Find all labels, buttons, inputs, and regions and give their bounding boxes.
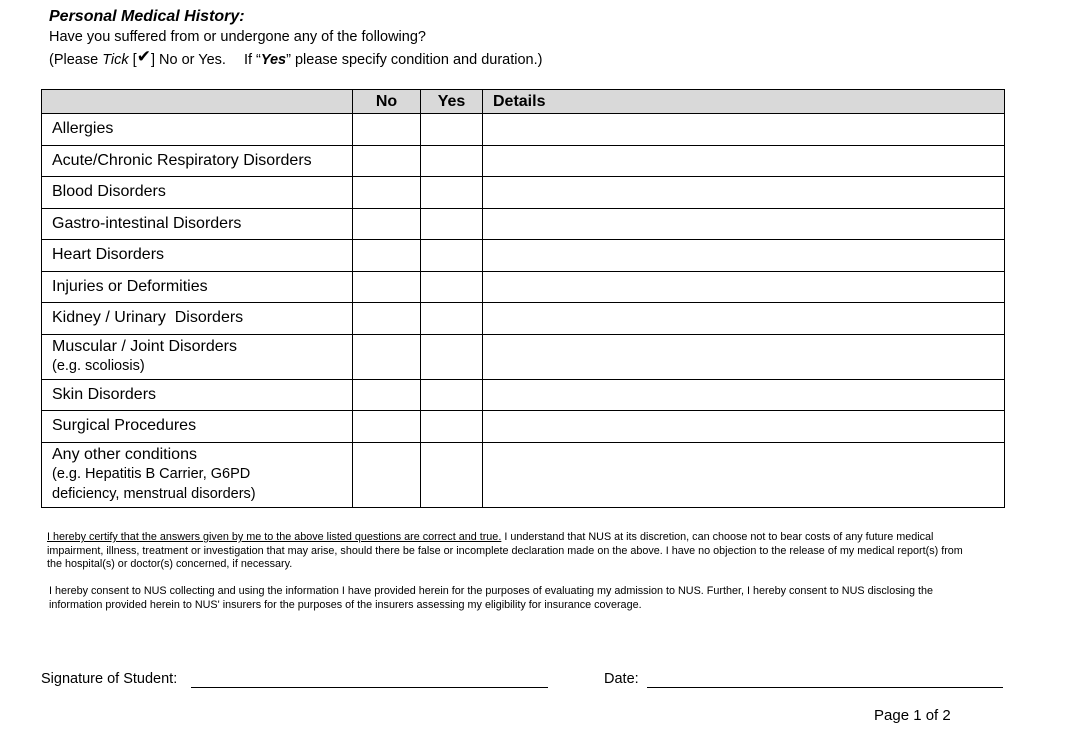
declaration-rest: I understand that NUS at its discretion, can choose not to bear costs of any future medical impairment, illness, treatment or investigation that may arise, should there be false or incomplete declaration made on the above. I have no objection to the release of my medical report(s) from the hospital(s) or doctor(s) concerned, if necessary. [47, 531, 963, 571]
consent-text: I hereby consent to NUS collecting and using the information I have provided herein for the purposes of evaluating my admission to NUS. Further, I hereby consent to NUS disclosing the information provided herein to NUS' insurers for the purposes of the insurers assessing my eligibility for insurance coverage. [49, 585, 934, 611]
condition-cell [42, 334, 353, 379]
date-field[interactable] [647, 687, 1003, 688]
no-checkbox-cell[interactable] [353, 271, 421, 303]
signature-label: Signature of Student: [41, 671, 178, 687]
table-row [42, 177, 1005, 209]
details-cell[interactable] [483, 114, 1005, 146]
date-label: Date: [604, 671, 639, 687]
yes-checkbox-cell[interactable] [421, 271, 483, 303]
no-checkbox-cell[interactable] [353, 208, 421, 240]
table-row [42, 303, 1005, 335]
condition-label: Heart Disorders [42, 240, 353, 272]
condition-label: Surgical Procedures [42, 411, 353, 443]
table-row [42, 411, 1005, 443]
condition-label: Blood Disorders [42, 177, 353, 209]
header-details: Details [483, 90, 1005, 114]
details-cell[interactable] [483, 334, 1005, 379]
instruction-bracket: [ [128, 52, 137, 68]
signature-field[interactable] [191, 687, 548, 688]
condition-label: Gastro-intestinal Disorders [42, 208, 353, 240]
table-row [42, 271, 1005, 303]
table-row [42, 334, 1005, 379]
tick-icon: ✔ [136, 47, 151, 66]
header-condition [42, 90, 353, 114]
instruction-rest: ” please specify condition and duration.) [286, 52, 543, 68]
condition-label: Any other conditions [52, 446, 197, 463]
table-row [42, 208, 1005, 240]
instruction-tick-word: Tick [102, 52, 129, 68]
no-checkbox-cell[interactable] [353, 379, 421, 411]
yes-checkbox-cell[interactable] [421, 145, 483, 177]
details-cell[interactable] [483, 442, 1005, 507]
table-header-row [42, 90, 1005, 114]
no-checkbox-cell[interactable] [353, 177, 421, 209]
instruction-if: If “ [243, 52, 261, 68]
table-row [42, 442, 1005, 507]
yes-checkbox-cell[interactable] [421, 240, 483, 272]
details-cell[interactable] [483, 379, 1005, 411]
medical-history-table [41, 89, 1005, 508]
question-text: Have you suffered from or undergone any of the following? [49, 29, 426, 45]
declaration-certify: I hereby certify that the answers given by me to the above listed questions are correct and true. [47, 531, 502, 543]
details-cell[interactable] [483, 240, 1005, 272]
yes-checkbox-cell[interactable] [421, 114, 483, 146]
no-checkbox-cell[interactable] [353, 303, 421, 335]
section-title: Personal Medical History: [49, 8, 245, 25]
condition-note: (e.g. scoliosis) [52, 358, 145, 374]
declaration-text [47, 531, 977, 572]
yes-checkbox-cell[interactable] [421, 177, 483, 209]
condition-cell [42, 442, 353, 507]
table-row [42, 240, 1005, 272]
no-checkbox-cell[interactable] [353, 240, 421, 272]
condition-label: Kidney / Urinary Disorders [42, 303, 353, 335]
condition-label: Skin Disorders [42, 379, 353, 411]
table-row [42, 379, 1005, 411]
condition-label: Allergies [42, 114, 353, 146]
details-cell[interactable] [483, 411, 1005, 443]
table-row [42, 114, 1005, 146]
header-no: No [353, 90, 421, 114]
yes-checkbox-cell[interactable] [421, 411, 483, 443]
table-row [42, 145, 1005, 177]
yes-checkbox-cell[interactable] [421, 303, 483, 335]
condition-label: Muscular / Joint Disorders [52, 338, 237, 355]
condition-label: Acute/Chronic Respiratory Disorders [42, 145, 353, 177]
details-cell[interactable] [483, 145, 1005, 177]
details-cell[interactable] [483, 177, 1005, 209]
details-cell[interactable] [483, 208, 1005, 240]
details-cell[interactable] [483, 303, 1005, 335]
no-checkbox-cell[interactable] [353, 334, 421, 379]
page-number: Page 1 of 2 [874, 707, 951, 724]
condition-label: Injuries or Deformities [42, 271, 353, 303]
yes-checkbox-cell[interactable] [421, 208, 483, 240]
yes-checkbox-cell[interactable] [421, 334, 483, 379]
instruction-after-tick: ] No or Yes. [150, 52, 226, 68]
yes-checkbox-cell[interactable] [421, 379, 483, 411]
condition-note: deficiency, menstrual disorders) [52, 486, 256, 502]
no-checkbox-cell[interactable] [353, 114, 421, 146]
condition-note: (e.g. Hepatitis B Carrier, G6PD [52, 466, 251, 482]
no-checkbox-cell[interactable] [353, 411, 421, 443]
instruction-open: (Please [49, 52, 103, 68]
header-yes: Yes [421, 90, 483, 114]
instruction-text [49, 47, 543, 68]
yes-checkbox-cell[interactable] [421, 442, 483, 507]
no-checkbox-cell[interactable] [353, 145, 421, 177]
instruction-yes-word: Yes [260, 52, 287, 68]
no-checkbox-cell[interactable] [353, 442, 421, 507]
details-cell[interactable] [483, 271, 1005, 303]
